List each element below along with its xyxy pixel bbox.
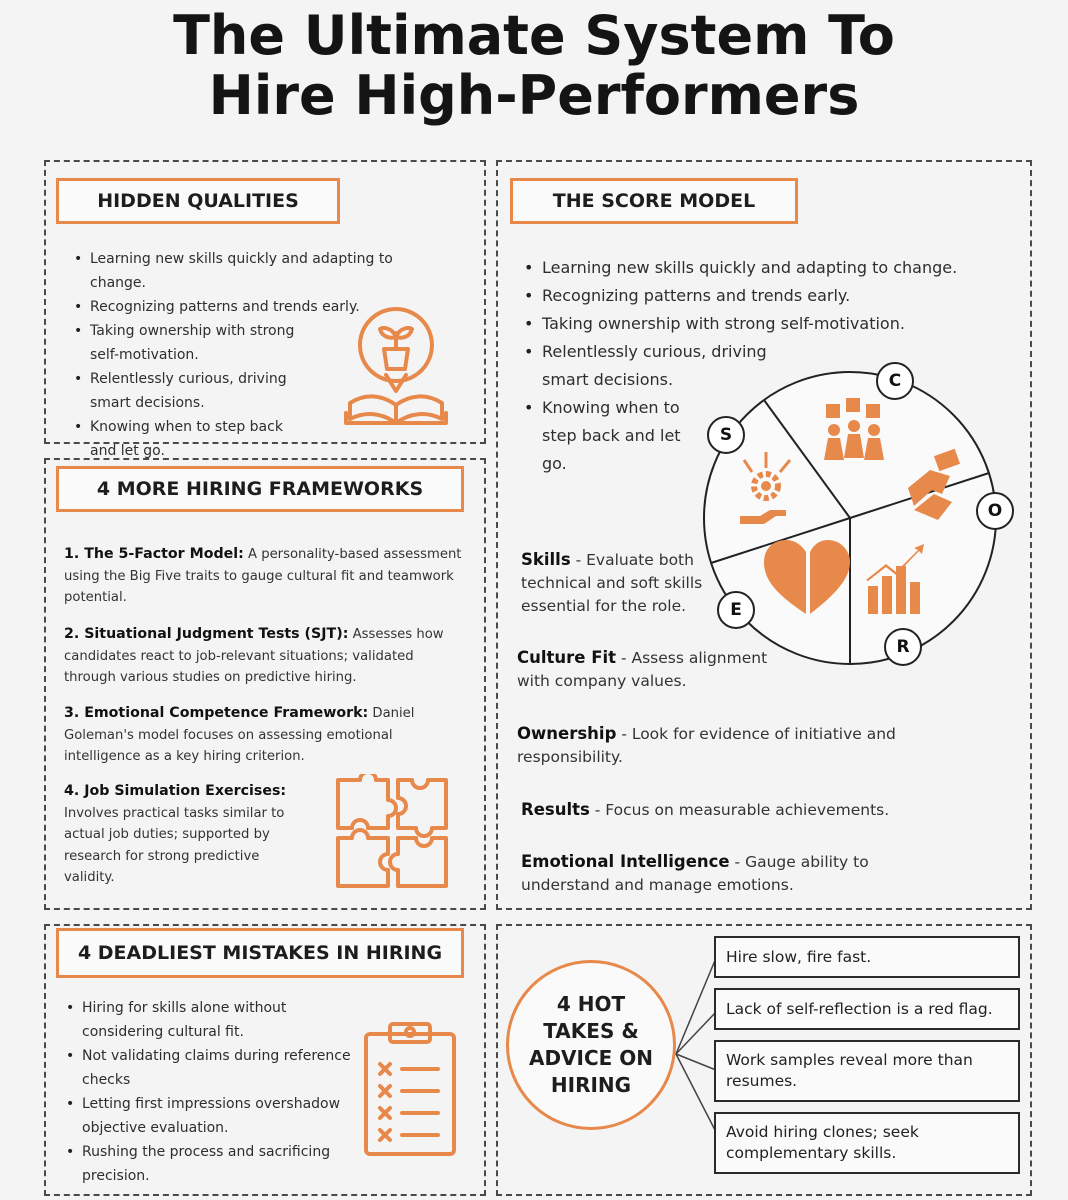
framework-term: 4. Job Simulation Exercises: bbox=[64, 783, 287, 799]
hot-take-3: Work samples reveal more than resumes. bbox=[714, 1040, 1020, 1102]
list-item: • Rushing the process and sacrificing precision. bbox=[62, 1140, 332, 1188]
list-item: • Knowing when to step back and let go. bbox=[520, 394, 690, 478]
framework-item-3 bbox=[64, 703, 462, 768]
score-model-header: THE SCORE MODEL bbox=[510, 178, 798, 224]
score-def-term: Emotional Intelligence bbox=[521, 852, 730, 871]
list-item: • Relentlessly curious, driving smart decisions. bbox=[520, 338, 790, 394]
list-item: • Relentlessly curious, driving smart decisions. bbox=[70, 367, 290, 415]
page-title bbox=[0, 6, 1068, 126]
list-item: • Letting first impressions overshadow objective evaluation. bbox=[62, 1092, 342, 1140]
score-def-term: Skills bbox=[521, 550, 571, 569]
score-def-text: - Focus on measurable achievements. bbox=[589, 801, 890, 819]
plant-book-icon bbox=[340, 305, 452, 429]
list-item: • Learning new skills quickly and adapting to change. bbox=[520, 254, 970, 282]
list-item: • Recognizing patterns and trends early. bbox=[520, 282, 970, 310]
checklist-icon bbox=[360, 1018, 460, 1158]
score-letter-c: C bbox=[876, 362, 914, 400]
score-def-term: Culture Fit bbox=[517, 648, 617, 667]
list-item: • Knowing when to step back and let go. bbox=[70, 415, 290, 463]
score-def-skills bbox=[521, 548, 717, 618]
framework-text: Assesses how candidates react to job-relevant situations; validated through various studies on predictive hiring. bbox=[64, 627, 444, 685]
score-def-emotional bbox=[521, 850, 941, 897]
score-def-text: - Look for evidence of initiative and responsibility. bbox=[517, 725, 896, 766]
framework-text: Involves practical tasks similar to actual job duties; supported by research for strong predictive validity. bbox=[64, 805, 285, 885]
hot-take-2: Lack of self-reflection is a red flag. bbox=[714, 988, 1020, 1030]
score-def-term: Results bbox=[521, 800, 590, 819]
score-letter-r: R bbox=[884, 628, 922, 666]
score-def-text: - Assess alignment with company values. bbox=[517, 649, 768, 690]
framework-term: 2. Situational Judgment Tests (SJT): bbox=[64, 626, 349, 642]
framework-text: Daniel Goleman's model focuses on assessing emotional intelligence as a key hiring criterion. bbox=[64, 706, 415, 764]
list-item: • Hiring for skills alone without considering cultural fit. bbox=[62, 996, 312, 1044]
score-def-term: Ownership bbox=[517, 724, 617, 743]
puzzle-icon bbox=[332, 774, 454, 892]
list-item: • Learning new skills quickly and adapting to change. bbox=[70, 247, 450, 295]
framework-term: 1. The 5-Factor Model: bbox=[64, 546, 244, 562]
frameworks-header: 4 MORE HIRING FRAMEWORKS bbox=[56, 466, 464, 512]
title-line-2: Hire High-Performers bbox=[208, 64, 860, 127]
framework-item-2 bbox=[64, 624, 462, 689]
score-letter-e: E bbox=[717, 591, 755, 629]
framework-text: A personality-based assessment using the Big Five traits to gauge cultural fit and teamwork potential. bbox=[64, 547, 462, 605]
list-item: • Not validating claims during reference checks bbox=[62, 1044, 352, 1092]
list-item: • Taking ownership with strong self-motivation. bbox=[520, 310, 970, 338]
title-line-1: The Ultimate System To bbox=[173, 4, 895, 67]
hot-takes-connectors bbox=[670, 950, 720, 1160]
framework-item-4 bbox=[64, 781, 302, 889]
team-icon bbox=[824, 398, 884, 460]
score-def-text: - Gauge ability to understand and manage emotions. bbox=[521, 853, 869, 894]
hot-takes-label: 4 HOT TAKES & ADVICE ON HIRING bbox=[528, 992, 654, 1097]
score-def-results bbox=[521, 798, 961, 822]
score-def-culture bbox=[517, 646, 787, 693]
hidden-qualities-header: HIDDEN QUALITIES bbox=[56, 178, 340, 224]
score-def-text: - Evaluate both technical and soft skills essential for the role. bbox=[521, 551, 703, 615]
score-def-ownership bbox=[517, 722, 957, 769]
hot-take-1: Hire slow, fire fast. bbox=[714, 936, 1020, 978]
score-letter-o: O bbox=[976, 492, 1014, 530]
hot-take-4: Avoid hiring clones; seek complementary skills. bbox=[714, 1112, 1020, 1174]
mistakes-list bbox=[62, 996, 352, 1188]
hot-takes-circle bbox=[506, 960, 676, 1130]
mistakes-header: 4 DEADLIEST MISTAKES IN HIRING bbox=[56, 928, 464, 978]
list-item: • Taking ownership with strong self-motivation. bbox=[70, 319, 300, 367]
list-item: • Recognizing patterns and trends early. bbox=[70, 295, 450, 319]
score-letter-s: S bbox=[707, 416, 745, 454]
framework-item-1 bbox=[64, 544, 462, 609]
framework-term: 3. Emotional Competence Framework: bbox=[64, 705, 369, 721]
